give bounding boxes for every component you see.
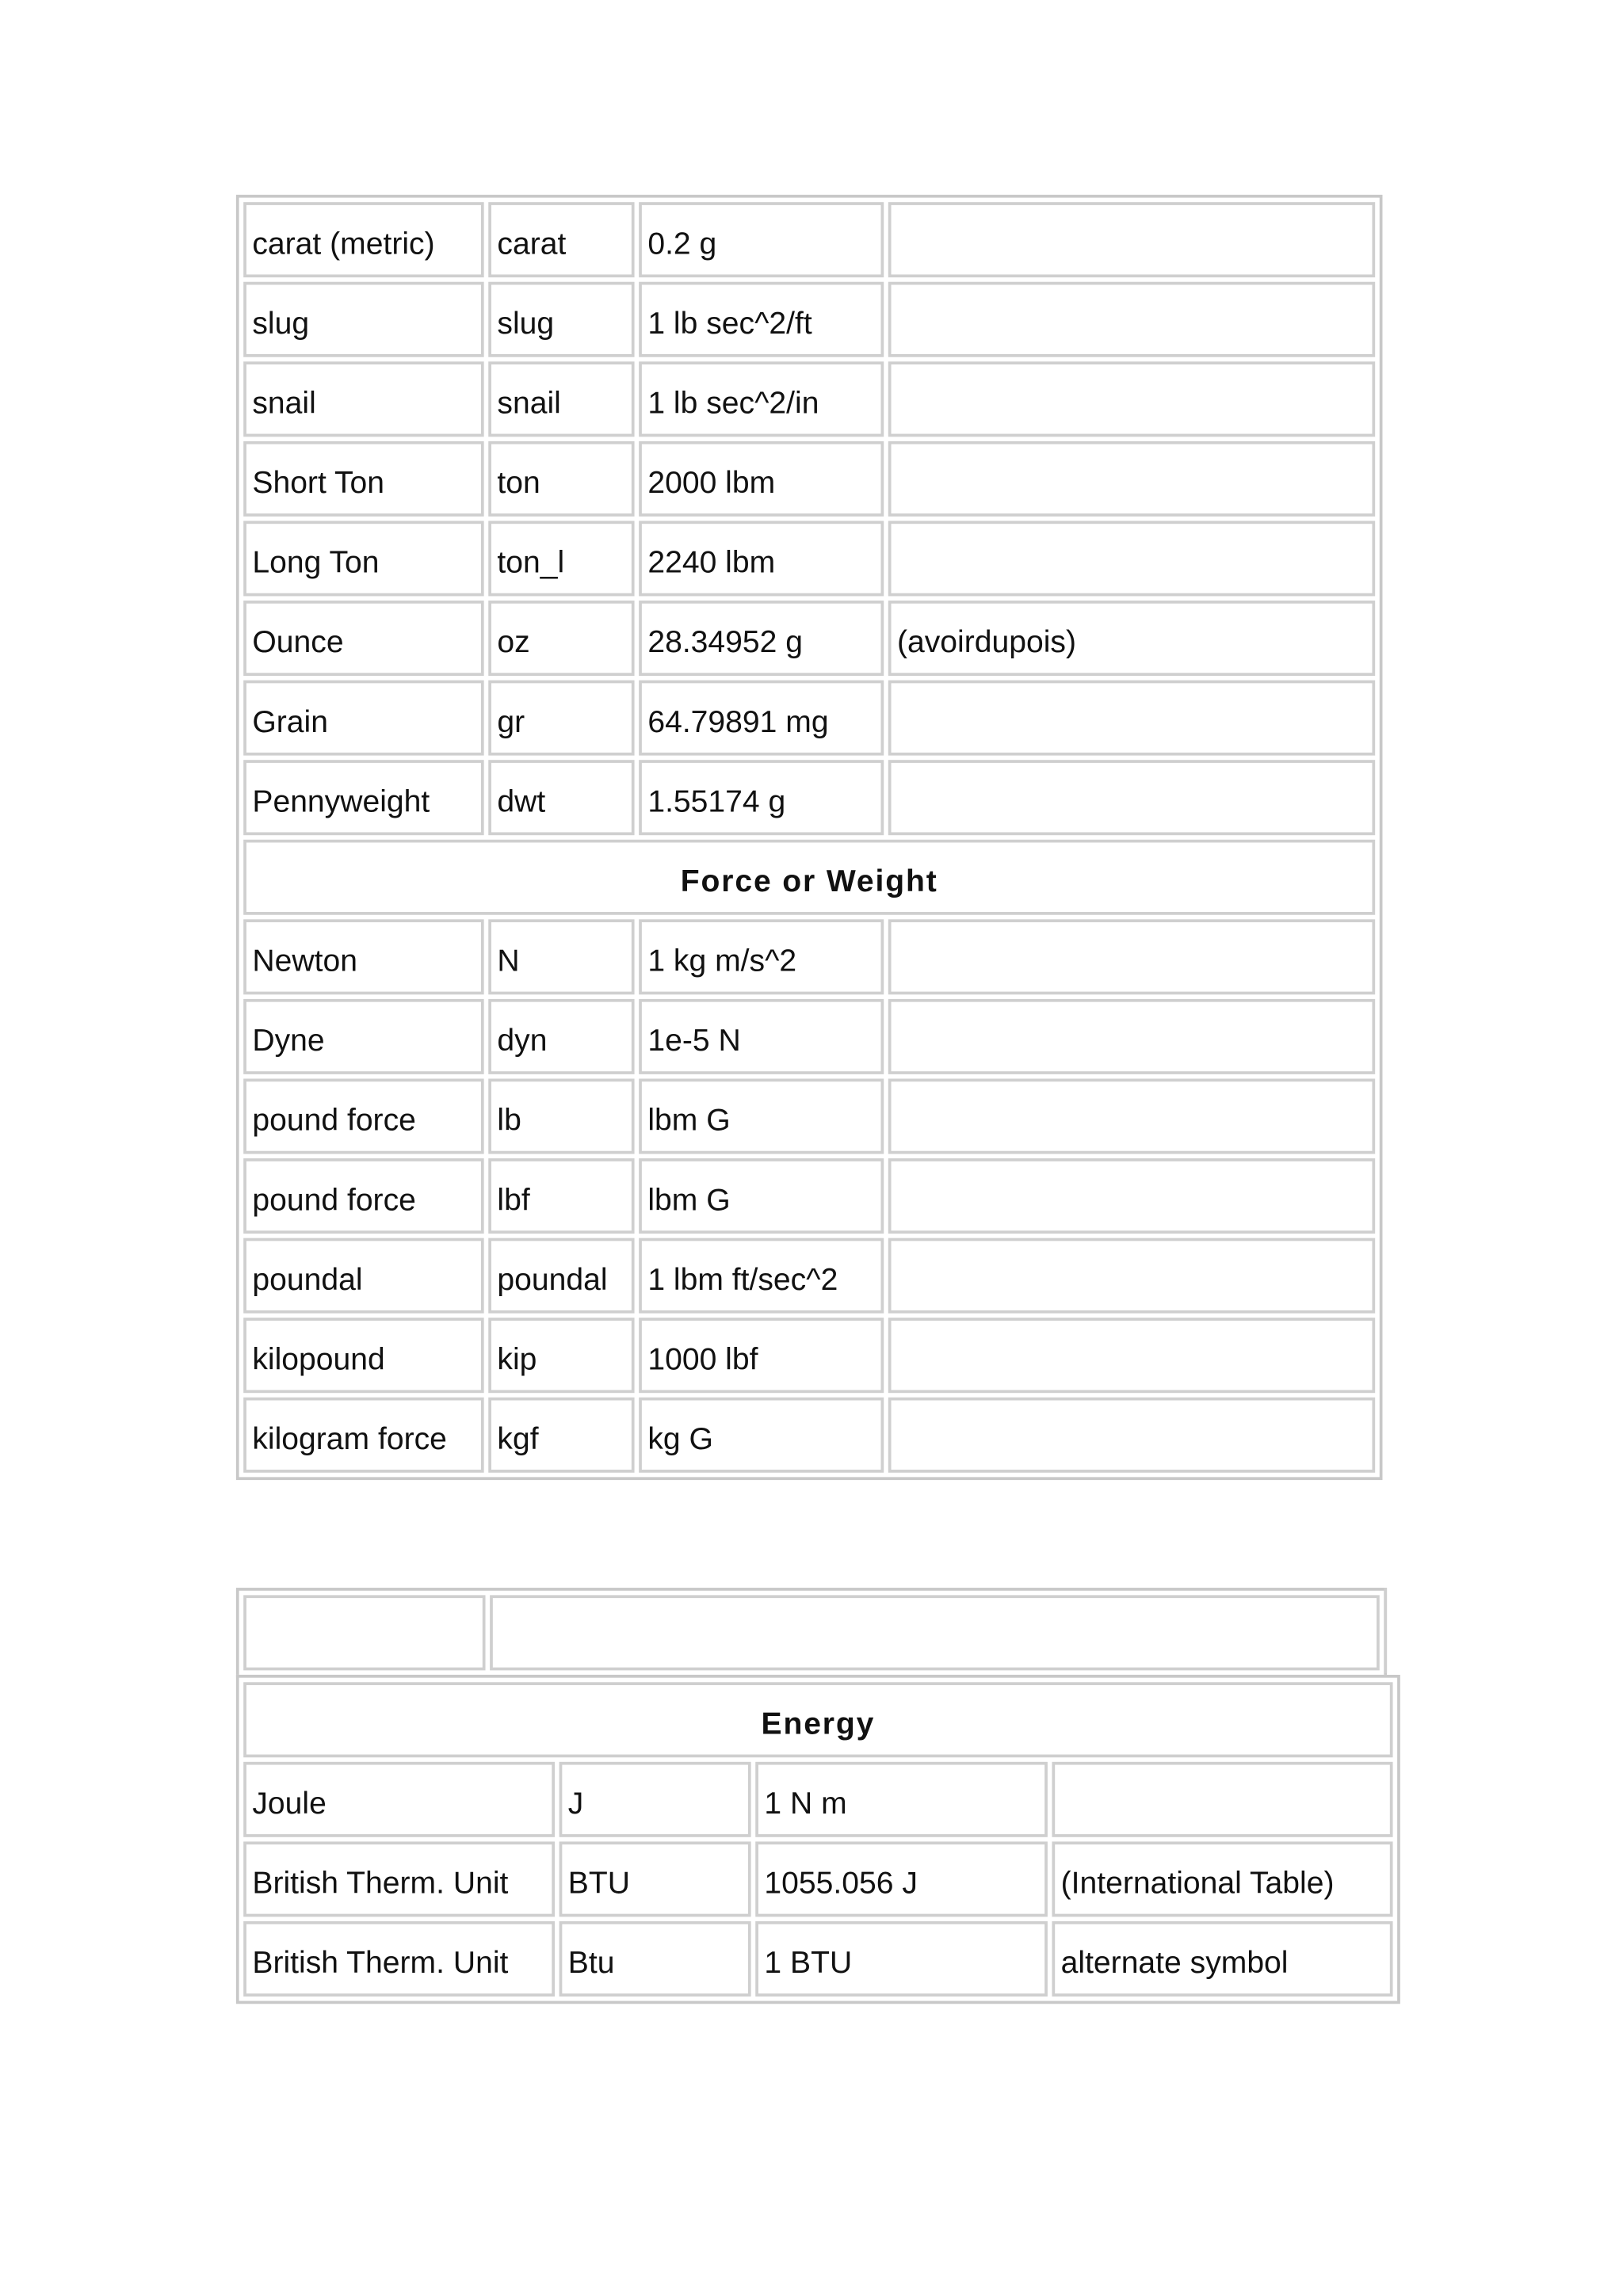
unit-note-cell [888,282,1375,357]
unit-symbol-cell: lb [488,1078,634,1154]
unit-definition-cell: lbm G [639,1158,884,1234]
unit-note-cell [888,361,1375,437]
unit-name-cell: Pennyweight [243,760,483,835]
unit-symbol-cell: carat [488,202,634,277]
table-row [243,361,1375,437]
unit-symbol-cell: ton_l [488,521,634,596]
unit-definition-cell: 64.79891 mg [639,681,884,756]
unit-definition-cell: 2000 lbm [639,441,884,517]
unit-note-cell [888,999,1375,1074]
table-row [243,681,1375,756]
section-heading-energy: Energy [243,1682,1392,1757]
unit-note-cell [888,760,1375,835]
table-row [243,1158,1375,1234]
unit-note-cell [888,1318,1375,1393]
unit-name-cell: Newton [243,919,483,994]
unit-name-cell: pound force [243,1158,483,1234]
unit-note-cell: alternate symbol [1052,1921,1392,1997]
unit-symbol-cell: kgf [488,1398,634,1473]
unit-note-cell [888,521,1375,596]
unit-definition-cell: 2240 lbm [639,521,884,596]
unit-symbol-cell: lbf [488,1158,634,1234]
unit-name-cell: pound force [243,1078,483,1154]
unit-note-cell [888,202,1375,277]
unit-name-cell: British Therm. Unit [243,1841,555,1917]
unit-name-cell: British Therm. Unit [243,1921,555,1997]
table-row [243,282,1375,357]
unit-definition-cell: 1 kg m/s^2 [639,919,884,994]
empty-cell [243,1595,485,1670]
unit-note-cell [888,1078,1375,1154]
unit-definition-cell: 1000 lbf [639,1318,884,1393]
unit-name-cell: Short Ton [243,441,483,517]
unit-symbol-cell: Btu [559,1921,751,1997]
unit-definition-cell: lbm G [639,1078,884,1154]
unit-name-cell: kilogram force [243,1398,483,1473]
unit-note-cell: (avoirdupois) [888,601,1375,676]
section-heading-force: Force or Weight [243,840,1375,915]
unit-name-cell: Joule [243,1762,555,1837]
unit-name-cell: Ounce [243,601,483,676]
unit-name-cell: Dyne [243,999,483,1074]
table-row [243,441,1375,517]
unit-note-cell: (International Table) [1052,1841,1392,1917]
table-row [243,999,1375,1074]
table-row [243,1318,1375,1393]
unit-note-cell [888,681,1375,756]
unit-note-cell [888,1238,1375,1314]
table-row [243,1921,1392,1997]
table-row [243,1238,1375,1314]
unit-symbol-cell: oz [488,601,634,676]
table-row [243,202,1375,277]
unit-note-cell [888,919,1375,994]
empty-spacer-table [236,1588,1387,1678]
table-row [243,601,1375,676]
table-border-line [1384,1588,1387,1673]
unit-note-cell [888,1398,1375,1473]
table-row [243,1078,1375,1154]
unit-name-cell: poundal [243,1238,483,1314]
unit-symbol-cell: N [488,919,634,994]
unit-symbol-cell: dyn [488,999,634,1074]
section-header-row [243,1682,1392,1757]
empty-row [243,1595,1380,1670]
table-row [243,919,1375,994]
unit-definition-cell: 1055.056 J [755,1841,1048,1917]
unit-name-cell: Grain [243,681,483,756]
unit-symbol-cell: dwt [488,760,634,835]
unit-note-cell [888,1158,1375,1234]
units-table-mass-force [236,195,1383,1480]
unit-note-cell [1052,1762,1392,1837]
section-header-row [243,840,1375,915]
unit-symbol-cell: kip [488,1318,634,1393]
unit-definition-cell: 1.55174 g [639,760,884,835]
unit-definition-cell: 1 lb sec^2/ft [639,282,884,357]
table-row [243,760,1375,835]
table-row [243,1762,1392,1837]
units-table-energy [236,1675,1400,2004]
unit-definition-cell: 1e-5 N [639,999,884,1074]
unit-definition-cell: kg G [639,1398,884,1473]
table-row [243,521,1375,596]
unit-name-cell: Long Ton [243,521,483,596]
unit-name-cell: slug [243,282,483,357]
empty-cell [490,1595,1380,1670]
unit-name-cell: snail [243,361,483,437]
unit-symbol-cell: ton [488,441,634,517]
unit-definition-cell: 1 lbm ft/sec^2 [639,1238,884,1314]
unit-definition-cell: 1 N m [755,1762,1048,1837]
table-row [243,1398,1375,1473]
unit-symbol-cell: snail [488,361,634,437]
unit-name-cell: kilopound [243,1318,483,1393]
unit-definition-cell: 1 BTU [755,1921,1048,1997]
unit-symbol-cell: J [559,1762,751,1837]
unit-definition-cell: 0.2 g [639,202,884,277]
unit-symbol-cell: slug [488,282,634,357]
unit-symbol-cell: gr [488,681,634,756]
unit-definition-cell: 28.34952 g [639,601,884,676]
unit-name-cell: carat (metric) [243,202,483,277]
unit-symbol-cell: BTU [559,1841,751,1917]
unit-definition-cell: 1 lb sec^2/in [639,361,884,437]
table-row [243,1841,1392,1917]
unit-symbol-cell: poundal [488,1238,634,1314]
unit-note-cell [888,441,1375,517]
